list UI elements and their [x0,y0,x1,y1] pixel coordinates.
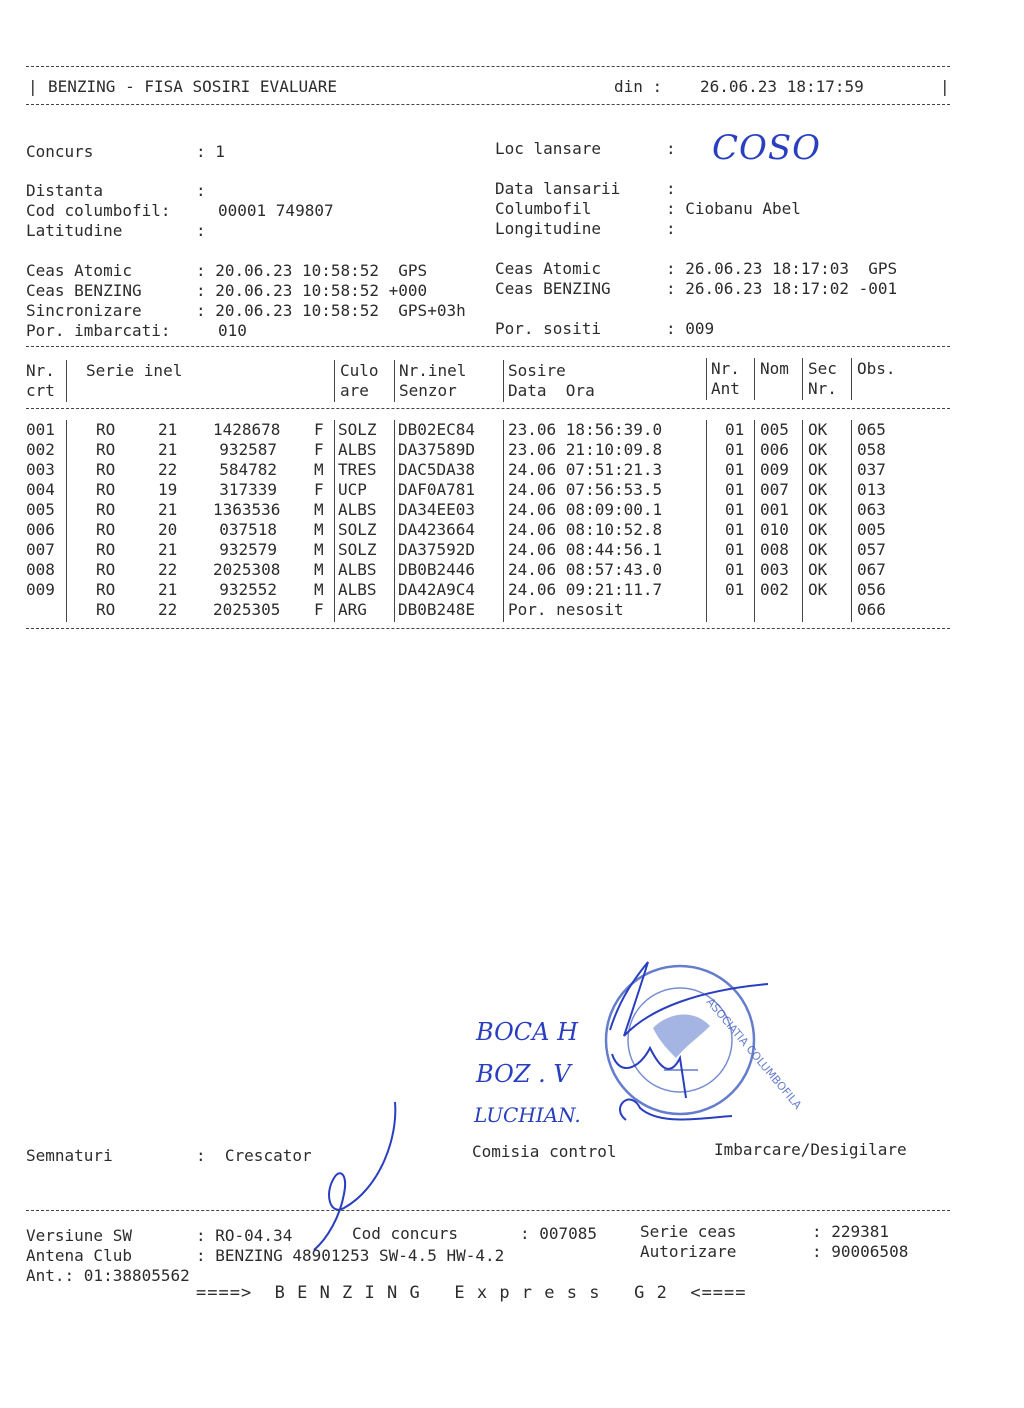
cell-inel: 932587 [219,440,277,459]
ant-value: Ant.: 01:38805562 [26,1266,190,1285]
cell-sex: M [314,520,324,539]
cell-tara: RO [96,560,116,579]
cod-columbofil-value: 00001 749807 [218,201,334,220]
cell-inel: 037518 [219,520,277,539]
cell-senzor: DB0B2446 [398,560,476,579]
cell-sec: OK [808,540,828,559]
cell-nom: 006 [760,440,789,459]
cell-obs: 063 [857,500,886,519]
cell-senzor: DB0B248E [398,600,476,619]
header-bar-right: | [940,77,950,96]
cell-sec: OK [808,560,828,579]
cell-inel: 2025305 [213,600,281,619]
por-sositi-value: : 009 [666,319,715,338]
cell-inel: 584782 [219,460,277,479]
cell-sex: M [314,460,324,479]
longitudine-label: Longitudine [495,219,601,238]
cell-an: 19 [158,480,178,499]
cell-ant: 01 [725,580,745,599]
sincronizare-label: Sincronizare [26,301,142,320]
ceas-benzing-sosire-value: : 26.06.23 18:17:02 -001 [666,279,898,298]
cell-inel: 1363536 [213,500,281,519]
report-datetime: 26.06.23 18:17:59 [700,77,864,96]
cell-senzor: DA34EE03 [398,500,476,519]
divider [26,408,950,409]
cell-an: 20 [158,520,178,539]
versiune-value: : RO-04.34 [196,1226,293,1245]
cell-inel: 932552 [219,580,277,599]
cell-sosire: 23.06 21:10:09.8 [508,440,663,459]
cell-inel: 317339 [219,480,277,499]
cell-an: 22 [158,460,178,479]
cell-sex: M [314,560,324,579]
cell-senzor: DA37592D [398,540,476,559]
cell-senzor: DA423664 [398,520,476,539]
concurs-value: : 1 [196,142,225,161]
col-nr-header: Nr. [26,361,55,380]
cell-obs: 065 [857,420,886,439]
cell-inel: 932579 [219,540,277,559]
cell-ant: 01 [725,520,745,539]
divider [26,628,950,629]
cell-tara: RO [96,580,116,599]
col-nom-header: Nom [760,359,789,378]
cell-nom: 008 [760,540,789,559]
cell-nr: 003 [26,460,55,479]
cell-sosire: Por. nesosit [508,600,624,619]
loc-lansare-handwritten: COSO [712,128,822,168]
cell-nom: 001 [760,500,789,519]
cod-concurs-value: : 007085 [520,1224,598,1243]
cell-obs: 013 [857,480,886,499]
cell-culoare: ARG [338,600,367,619]
cell-culoare: SOLZ [338,540,377,559]
cell-inel: 1428678 [213,420,281,439]
ceas-atomic-sosire-label: Ceas Atomic [495,259,601,278]
cell-tara: RO [96,600,116,619]
cell-sosire: 24.06 09:21:11.7 [508,580,663,599]
col-senzor-header: Nr.inel [399,361,467,380]
cell-culoare: TRES [338,460,377,479]
ceas-atomic-sosire-value: : 26.06.23 18:17:03 GPS [666,259,898,278]
distanta-label: Distanta [26,181,104,200]
autorizare-label: Autorizare [640,1242,737,1261]
cell-sosire: 24.06 08:09:00.1 [508,500,663,519]
cell-an: 22 [158,600,178,619]
date-label: din : [614,77,663,96]
versiune-label: Versiune SW [26,1226,132,1245]
por-imbarcati-value: 010 [218,321,247,340]
cell-senzor: DA37589D [398,440,476,459]
cell-nom: 010 [760,520,789,539]
benzing-express-banner: ====> B E N Z I N G E x p r e s s G 2 <==== [196,1283,747,1303]
cell-tara: RO [96,520,116,539]
divider [26,346,950,347]
col-culoare-header: Culo [340,361,379,380]
ceas-atomic-label: Ceas Atomic [26,261,132,280]
cell-obs: 037 [857,460,886,479]
cell-nr: 001 [26,420,55,439]
cell-ant: 01 [725,480,745,499]
col-sosire-header: Sosire [508,361,566,380]
cell-nom: 002 [760,580,789,599]
divider [26,104,950,105]
handwritten-name-luchian: LUCHIAN. [474,1103,581,1127]
cell-obs: 058 [857,440,886,459]
cell-senzor: DAC5DA38 [398,460,476,479]
cell-ant: 01 [725,440,745,459]
header-bar-left: | [28,77,38,96]
cell-obs: 005 [857,520,886,539]
cell-culoare: ALBS [338,560,377,579]
cell-an: 21 [158,540,178,559]
loc-lansare-label: Loc lansare [495,139,601,158]
autorizare-value: : 90006508 [812,1242,909,1261]
col-obs-header: Obs. [857,359,896,378]
ceas-atomic-value: : 20.06.23 10:58:52 GPS [196,261,428,280]
col-sec-header: Sec [808,359,837,378]
cell-tara: RO [96,440,116,459]
serie-ceas-label: Serie ceas [640,1222,737,1241]
cell-tara: RO [96,480,116,499]
cell-senzor: DAF0A781 [398,480,476,499]
cell-culoare: ALBS [338,500,377,519]
cell-ant: 01 [725,560,745,579]
latitudine-label: Latitudine [26,221,123,240]
imbarcare-label: Imbarcare/Desigilare [714,1140,907,1159]
cell-sosire: 24.06 07:56:53.5 [508,480,663,499]
cod-columbofil-label: Cod columbofil: [26,201,171,220]
cell-tara: RO [96,500,116,519]
columbofil-label: Columbofil [495,199,592,218]
antena-value: : BENZING 48901253 SW-4.5 HW-4.2 [196,1246,505,1265]
cell-sosire: 24.06 08:57:43.0 [508,560,663,579]
handwritten-name-boca: BOCA H [476,1018,579,1046]
antena-label: Antena Club [26,1246,132,1265]
comisia-control-label: Comisia control [472,1142,617,1161]
cell-nom: 003 [760,560,789,579]
cell-nom: 007 [760,480,789,499]
cell-sex: F [314,480,324,499]
cell-obs: 057 [857,540,886,559]
cell-sosire: 24.06 08:10:52.8 [508,520,663,539]
concurs-label: Concurs [26,142,94,161]
divider [26,66,950,67]
por-imbarcati-label: Por. imbarcati: [26,321,171,340]
cell-culoare: UCP [338,480,367,499]
cell-sex: M [314,580,324,599]
divider [26,1210,950,1211]
cell-nr: 005 [26,500,55,519]
cell-culoare: ALBS [338,440,377,459]
cell-inel: 2025308 [213,560,281,579]
cell-nom: 009 [760,460,789,479]
cell-sec: OK [808,500,828,519]
cell-nr: 006 [26,520,55,539]
por-sositi-label: Por. sositi [495,319,601,338]
cell-an: 21 [158,420,178,439]
cell-sex: F [314,600,324,619]
cell-an: 22 [158,560,178,579]
handwritten-name-boz: BOZ . V [476,1060,571,1088]
cell-obs: 056 [857,580,886,599]
cell-ant: 01 [725,420,745,439]
cell-sec: OK [808,580,828,599]
cell-tara: RO [96,460,116,479]
cell-sec: OK [808,440,828,459]
cell-an: 21 [158,500,178,519]
cell-sex: M [314,500,324,519]
crescator-label: : Crescator [196,1146,312,1165]
cell-ant: 01 [725,460,745,479]
ceas-benzing-sosire-label: Ceas BENZING [495,279,611,298]
signature-scribble-icon [600,958,780,1138]
cell-obs: 066 [857,600,886,619]
cell-sosire: 23.06 18:56:39.0 [508,420,663,439]
col-ant-header: Nr. [711,359,740,378]
cell-sec: OK [808,480,828,499]
cell-ant: 01 [725,540,745,559]
columbofil-value: : Ciobanu Abel [666,199,801,218]
sincronizare-value: : 20.06.23 10:58:52 GPS+03h [196,301,466,320]
cell-sec: OK [808,460,828,479]
cell-senzor: DA42A9C4 [398,580,476,599]
cell-sec: OK [808,420,828,439]
serie-ceas-value: : 229381 [812,1222,890,1241]
cell-nr: 004 [26,480,55,499]
cell-sex: F [314,440,324,459]
cell-tara: RO [96,540,116,559]
cell-culoare: SOLZ [338,520,377,539]
cell-sec: OK [808,520,828,539]
cell-culoare: SOLZ [338,420,377,439]
cell-an: 21 [158,580,178,599]
cell-ant: 01 [725,500,745,519]
cell-nr: 008 [26,560,55,579]
cell-tara: RO [96,420,116,439]
col-serie-inel-header: Serie inel [86,361,183,380]
ceas-benzing-label: Ceas BENZING [26,281,142,300]
data-lansarii-label: Data lansarii [495,179,621,198]
cell-culoare: ALBS [338,580,377,599]
cell-sosire: 24.06 08:44:56.1 [508,540,663,559]
cell-nr: 009 [26,580,55,599]
report-title: BENZING - FISA SOSIRI EVALUARE [48,77,337,96]
cell-an: 21 [158,440,178,459]
cell-sosire: 24.06 07:51:21.3 [508,460,663,479]
semnaturi-label: Semnaturi [26,1146,113,1165]
cell-sex: M [314,540,324,559]
ceas-benzing-value: : 20.06.23 10:58:52 +000 [196,281,428,300]
cell-nr: 007 [26,540,55,559]
cod-concurs-label: Cod concurs [352,1224,458,1243]
cell-nr: 002 [26,440,55,459]
cell-nom: 005 [760,420,789,439]
stamp-text: ASOCIATIA COLUMBOFILA [703,995,805,1112]
cell-obs: 067 [857,560,886,579]
cell-sex: F [314,420,324,439]
cell-senzor: DB02EC84 [398,420,476,439]
